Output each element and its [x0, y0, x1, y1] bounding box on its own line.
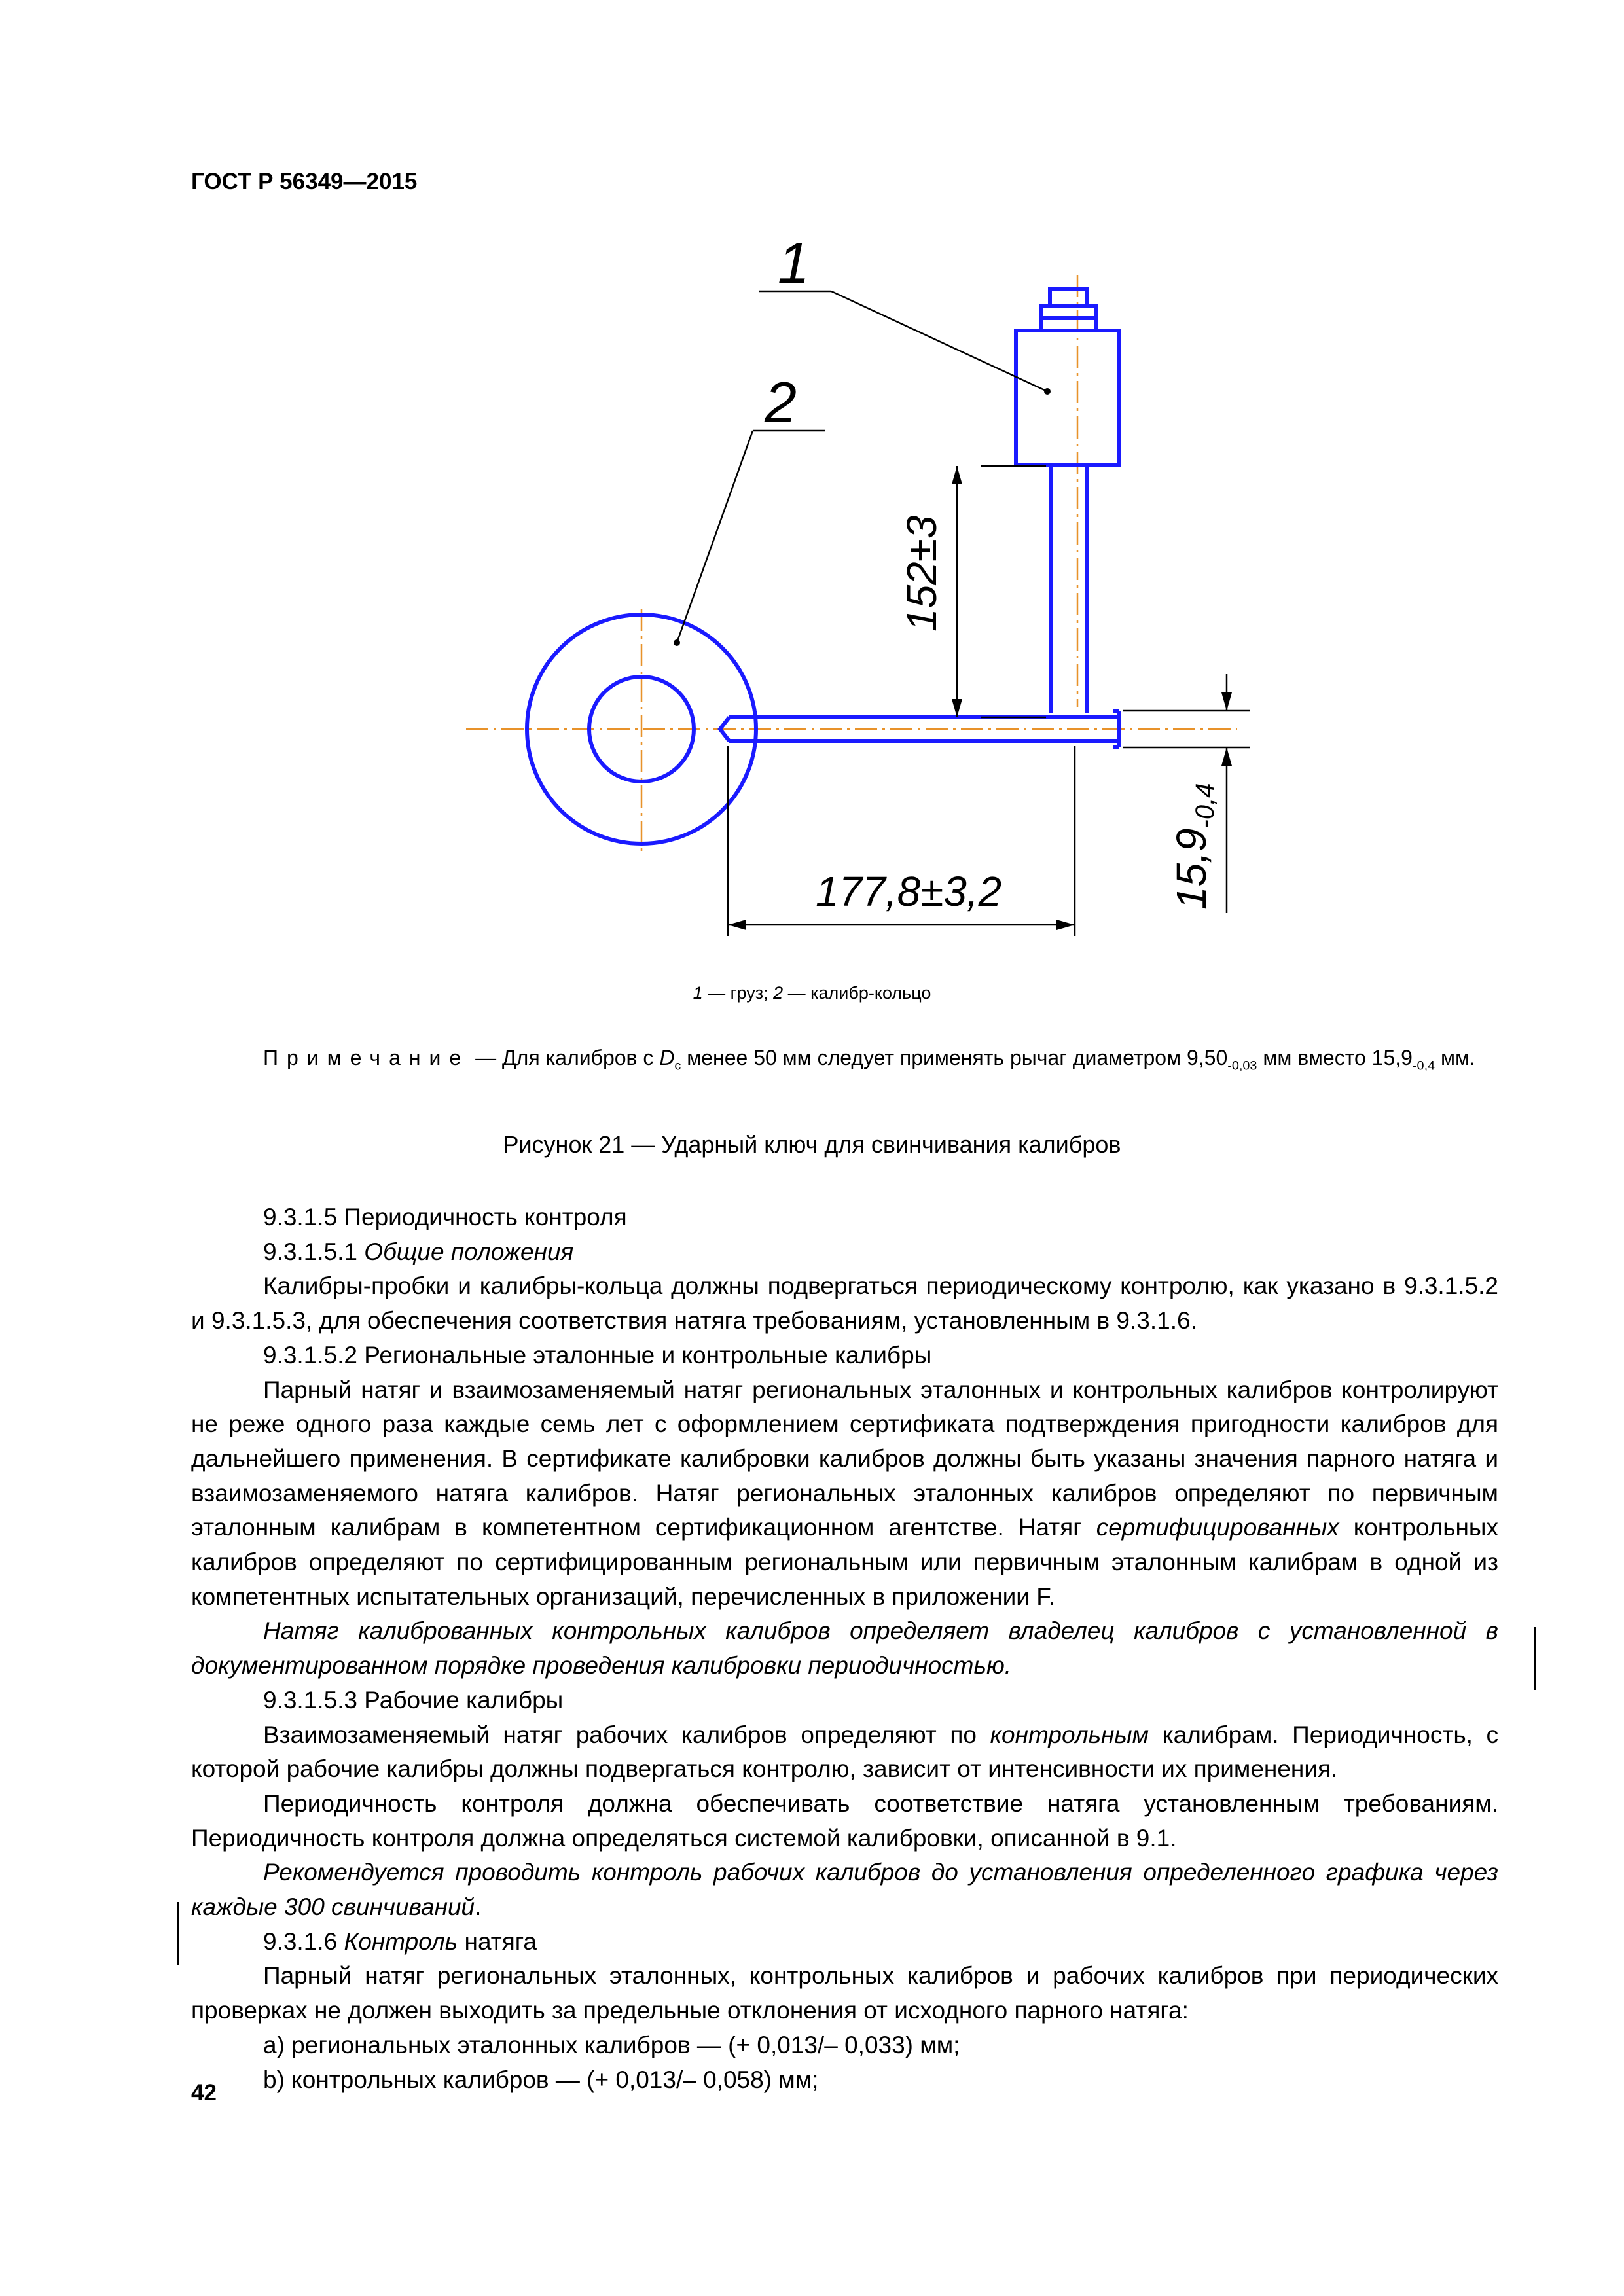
paragraph-italic: Натяг калиброванных контрольных калибров определяет владелец калибров с установленной в документированном порядке проведения калибровки периодичностью. [191, 1617, 1498, 1679]
vertical-rod [1051, 466, 1087, 713]
section-heading: 9.3.1.5 Периодичность контроля [263, 1204, 627, 1230]
dim-length-label: 177,8±3,2 [816, 868, 1002, 915]
subsection-heading: 9.3.1.5.3 Рабочие калибры [263, 1686, 564, 1713]
dim-height-label: 152±3 [898, 515, 945, 632]
paragraph: Парный натяг и взаимозаменяемый натяг региональных эталонных и контрольных калибров контролируют не реже одного раза каждые семь лет с оформлением сертификата подтверждения пригодности калибров для дальнейшего применения. В сертификате калибровки калибров должны быть указаны значения парного натяга и взаимозаменяемого натяга калибров. Натяг региональных эталонных калибров определяют по первичным эталонным калибрам в компетентном сертификационном агентстве. Натяг сертифицированных контрольных калибров определяют по сертифицированным региональным или первичным эталонным калибрам в одной из компетентных испытательных организаций, перечисленных в приложении F. [191, 1376, 1498, 1610]
figure-legend: 1 — груз; 2 — калибр-кольцо [693, 983, 931, 1003]
paragraph-italic: Рекомендуется проводить контроль рабочих калибров до установления определенного графика через каждые 300 свинчиваний. [191, 1859, 1498, 1921]
paragraph: Калибры-пробки и калибры-кольца должны подвергаться периодическому контролю, как указано в 9.3.1.5.2 и 9.3.1.5.3, для обеспечения соответствия натяга требованиям, установленным в 9.3.1.6. [191, 1272, 1498, 1335]
subsection-heading: 9.3.1.5.1 Общие положения [263, 1238, 574, 1265]
paragraph: Парный натяг региональных эталонных, контрольных калибров и рабочих калибров при периодических проверках не должен выходить за предельные отклонения от исходного парного натяга: [191, 1962, 1498, 2024]
note-lead: Примечание [263, 1046, 470, 1069]
page-number: 42 [191, 2080, 217, 2106]
center-lines [466, 275, 1237, 851]
weight [1016, 289, 1119, 465]
body-text [191, 1200, 1498, 2097]
callout-1: 1 [778, 230, 810, 295]
figure-note: Примечание — Для калибров с $D_c$ менее 50 мм следует применять рычаг диаметром $9,50_{-0,03}$ мм вместо $15,9_{-0,4}$ мм. [191, 1042, 1498, 1081]
technical-drawing [0, 0, 1624, 969]
list-item: a) региональных эталонных калибров — (+ 0,013/– 0,033) мм; [263, 2031, 960, 2058]
figure-title: Рисунок 21 — Ударный ключ для свинчивания калибров [503, 1131, 1121, 1158]
revision-bar [177, 1902, 179, 1965]
revision-bar [1534, 1627, 1536, 1690]
subsection-heading: 9.3.1.5.2 Региональные эталонные и контрольные калибры [263, 1341, 932, 1369]
paragraph: Взаимозаменяемый натяг рабочих калибров определяют по контрольным калибрам. Периодичность, с которой рабочие калибры должны подвергаться контролю, зависит от интенсивности их применения. [191, 1721, 1498, 1783]
document-header: ГОСТ Р 56349—2015 [191, 169, 418, 194]
callout-2: 2 [765, 370, 797, 435]
dim-thickness-label: 15,9-0,4 [1168, 783, 1219, 910]
dimension-lines [677, 291, 1250, 936]
list-item: b) контрольных калибров — (+ 0,013/– 0,058) мм; [263, 2066, 819, 2093]
paragraph: Периодичность контроля должна обеспечивать соответствие натяга установленным требованиям. Периодичность контроля должна определяться системой калибровки, описанной в 9.1. [191, 1789, 1498, 1852]
section-heading: 9.3.1.6 Контроль натяга [263, 1928, 537, 1955]
dimension-arrows [674, 388, 1232, 930]
